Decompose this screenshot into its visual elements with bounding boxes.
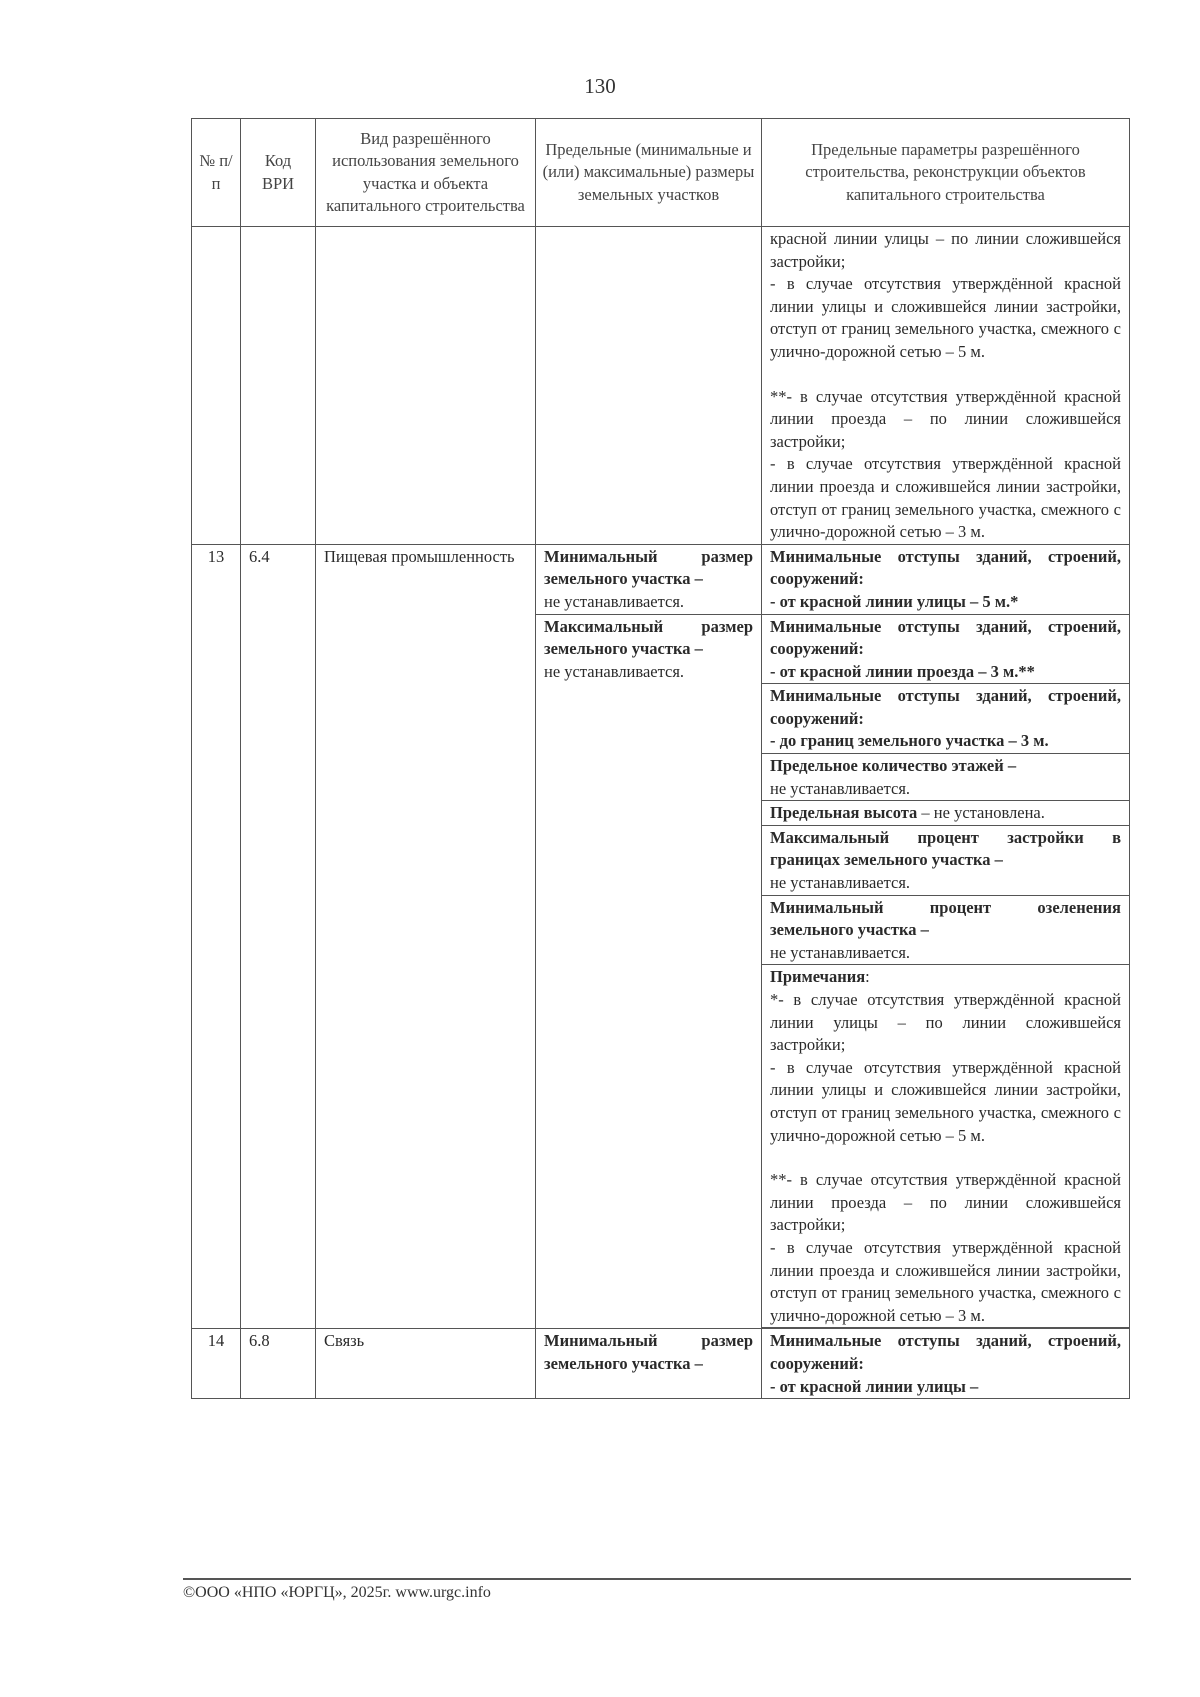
row14-min-size-title: Минимальный размер земельного участка – <box>544 1331 753 1373</box>
row14-param-1-value: - от красной линии улицы – <box>770 1376 979 1396</box>
cont-note-2: - в случае отсутствия утверждённой красной линии улицы и сложившейся линии застройки, отступ от границ земельного участка, смежного с улично-дорожной сетью – 5 м. <box>770 274 1121 361</box>
header-size: Предельные (минимальные и (или) максимальные) размеры земельных участков <box>536 119 762 227</box>
row14-code: 6.8 <box>241 1329 316 1399</box>
row13-min-size-value: не устанавливается. <box>544 591 685 611</box>
cont-size-cell <box>536 227 762 545</box>
row13-param-6 <box>762 825 1130 895</box>
footer-divider <box>183 1578 1131 1580</box>
row13-param-3 <box>762 684 1130 754</box>
row13-param-5 <box>762 801 1130 826</box>
row13-param-1-value: - от красной линии улицы – 5 м.* <box>770 591 1019 611</box>
row13-notes <box>762 965 1130 1328</box>
row13-max-size-title: Максимальный размер земельного участка – <box>544 616 753 659</box>
row13-param-3-title: Минимальные отступы зданий, строений, сооружений: <box>770 686 1121 728</box>
table-row-continued <box>192 227 1130 545</box>
table-header-row <box>192 119 1130 227</box>
row13-note-2: - в случае отсутствия утверждённой красной линии улицы и сложившейся линии застройки, отступ от границ земельного участка, смежного с улично-дорожной сетью – 5 м. <box>770 1057 1121 1145</box>
row13-param-4 <box>762 754 1130 801</box>
row13-num: 13 <box>192 544 241 1329</box>
row13-param-1 <box>762 544 1130 614</box>
row13-param-2-title: Минимальные отступы зданий, строений, сооружений: <box>770 616 1121 659</box>
row13-note-4: - в случае отсутствия утверждённой красной линии проезда и сложившейся линии застройки, отступ от границ земельного участка, смежного с улично-дорожной сетью – 3 м. <box>770 1237 1121 1325</box>
row14-param-1-title: Минимальные отступы зданий, строений, сооружений: <box>770 1331 1121 1373</box>
footer-copyright: ©ООО «НПО «ЮРГЦ», 2025г. www.urgc.info <box>183 1584 491 1601</box>
header-code: Код ВРИ <box>241 119 316 227</box>
row14-type: Связь <box>316 1329 536 1399</box>
cont-type-cell <box>316 227 536 545</box>
row13-param-1-title: Минимальные отступы зданий, строений, сооружений: <box>770 546 1121 589</box>
row13-param-3-value: - до границ земельного участка – 3 м. <box>770 731 1049 751</box>
row13-param-7-title: Минимальный процент озеленения земельного участка – <box>770 897 1121 940</box>
row13-note-1: *- в случае отсутствия утверждённой красной линии улицы – по линии сложившейся застройки; <box>770 990 1121 1055</box>
header-num: № п/п <box>192 119 241 227</box>
row13-min-size <box>536 544 762 614</box>
row13-min-size-title: Минимальный размер земельного участка – <box>544 546 753 589</box>
row14-param-1 <box>762 1329 1130 1399</box>
cont-gap <box>770 364 1121 386</box>
row13-code: 6.4 <box>241 544 316 1329</box>
row13-gap <box>770 1147 1121 1169</box>
row13-max-size-value: не устанавливается. <box>544 661 685 681</box>
page-number: 130 <box>584 74 616 98</box>
row13-param-7 <box>762 895 1130 965</box>
row13-param-6-title: Максимальный процент застройки в границах земельного участка – <box>770 827 1121 870</box>
cont-note-4: - в случае отсутствия утверждённой красной линии проезда и сложившейся линии застройки, отступ от границ земельного участка, смежного с улично-дорожной сетью – 3 м. <box>770 454 1121 542</box>
cont-note-3: **- в случае отсутствия утверждённой красной линии проезда – по линии сложившейся застройки; <box>770 386 1121 451</box>
row13-param-5-value: – не установлена. <box>917 803 1045 823</box>
header-type: Вид разрешённого использования земельного участка и объекта капитального строительства <box>316 119 536 227</box>
row14-min-size <box>536 1329 762 1399</box>
row13-param-4-value: не устанавливается. <box>770 778 911 798</box>
cont-code-cell <box>241 227 316 545</box>
row13-type: Пищевая промышленность <box>316 544 536 1329</box>
row13-notes-colon: : <box>865 967 870 987</box>
table-row-13 <box>192 544 1130 614</box>
cont-note-1: красной линии улицы – по линии сложившейся застройки; <box>770 229 1121 271</box>
table-row-14 <box>192 1329 1130 1399</box>
cont-num-cell <box>192 227 241 545</box>
row14-num: 14 <box>192 1329 241 1399</box>
row13-param-4-title: Предельное количество этажей – <box>770 756 1017 776</box>
row13-param-7-value: не устанавливается. <box>770 942 911 962</box>
row13-note-3: **- в случае отсутствия утверждённой красной линии проезда – по линии сложившейся застройки; <box>770 1170 1121 1235</box>
cont-notes-cell <box>762 227 1130 545</box>
row13-notes-title: Примечания <box>770 967 866 987</box>
row13-param-6-value: не устанавливается. <box>770 873 911 893</box>
row13-param-2 <box>762 614 1130 684</box>
regulations-table <box>191 118 1130 1399</box>
row13-max-size <box>536 614 762 1329</box>
header-params: Предельные параметры разрешённого строительства, реконструкции объектов капитального строительства <box>762 119 1130 227</box>
row13-param-5-title: Предельная высота <box>770 803 918 823</box>
row13-param-2-value: - от красной линии проезда – 3 м.** <box>770 661 1035 681</box>
